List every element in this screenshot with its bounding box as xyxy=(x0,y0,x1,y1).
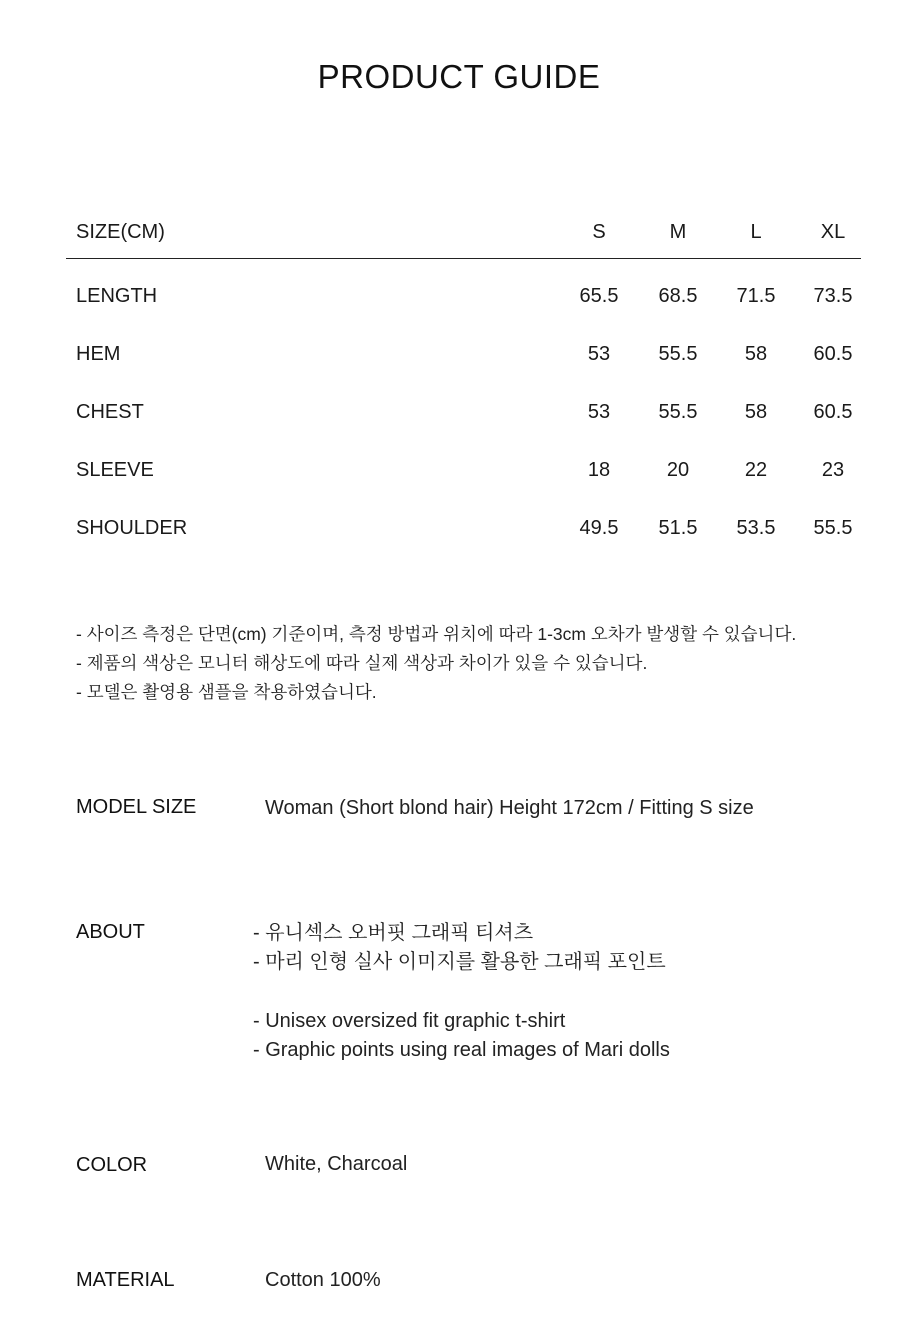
model-size-value: Woman (Short blond hair) Height 172cm / Fitting S size xyxy=(265,797,754,819)
table-cell: 55.5 xyxy=(813,517,853,539)
table-row-sleeve xyxy=(66,450,861,508)
model-size-label: MODEL SIZE xyxy=(76,796,197,818)
table-cell: 55.5 xyxy=(658,343,698,365)
row-label: SLEEVE xyxy=(76,459,154,481)
table-cell: 73.5 xyxy=(813,285,853,307)
row-label: LENGTH xyxy=(76,285,158,307)
about-description xyxy=(253,919,670,1065)
size-notes xyxy=(76,620,796,707)
table-cell: 53 xyxy=(587,401,611,423)
about-label: ABOUT xyxy=(76,921,145,943)
size-table-header xyxy=(66,212,861,259)
about-line: - Graphic points using real images of Mari dolls xyxy=(253,1039,670,1061)
table-cell: 65.5 xyxy=(579,285,619,307)
color-label: COLOR xyxy=(76,1154,148,1176)
table-row-length xyxy=(66,276,861,334)
about-line: - Unisex oversized fit graphic t-shirt xyxy=(253,1010,566,1032)
note-line: - 모델은 촬영용 샘플을 착용하였습니다. xyxy=(76,682,377,702)
table-row-chest xyxy=(66,392,861,450)
table-cell: 71.5 xyxy=(736,285,776,307)
table-cell: 68.5 xyxy=(658,285,698,307)
size-header-m: M xyxy=(669,221,687,243)
table-cell: 53 xyxy=(587,343,611,365)
table-cell: 20 xyxy=(666,459,690,481)
table-cell: 58 xyxy=(744,401,768,423)
size-header-l: L xyxy=(750,221,762,243)
table-cell: 23 xyxy=(821,459,845,481)
table-cell: 53.5 xyxy=(736,517,776,539)
about-line: - 마리 인형 실사 이미지를 활용한 그래픽 포인트 xyxy=(253,951,666,973)
table-cell: 22 xyxy=(744,459,768,481)
size-table xyxy=(66,212,861,566)
size-header-s: S xyxy=(592,221,606,243)
row-label: CHEST xyxy=(76,401,144,423)
page-title: PRODUCT GUIDE xyxy=(317,58,601,95)
about-line: - 유니섹스 오버핏 그래픽 티셔츠 xyxy=(253,922,534,944)
table-cell: 51.5 xyxy=(658,517,698,539)
table-cell: 58 xyxy=(744,343,768,365)
table-cell: 60.5 xyxy=(813,401,853,423)
size-header-label: SIZE(CM) xyxy=(76,221,165,243)
table-cell: 18 xyxy=(587,459,611,481)
table-cell: 55.5 xyxy=(658,401,698,423)
material-label: MATERIAL xyxy=(76,1269,175,1291)
color-value: White, Charcoal xyxy=(265,1153,408,1175)
row-label: HEM xyxy=(76,343,121,365)
table-cell: 49.5 xyxy=(579,517,619,539)
note-line: - 제품의 색상은 모니터 해상도에 따라 실제 색상과 차이가 있을 수 있습니다. xyxy=(76,653,648,673)
table-cell: 60.5 xyxy=(813,343,853,365)
table-row-hem xyxy=(66,334,861,392)
size-table-body xyxy=(66,259,861,566)
material-value: Cotton 100% xyxy=(265,1269,381,1291)
note-line: - 사이즈 측정은 단면(cm) 기준이며, 측정 방법과 위치에 따라 1-3cm 오차가 발생할 수 있습니다. xyxy=(76,624,797,644)
table-row-shoulder xyxy=(66,508,861,566)
size-header-xl: XL xyxy=(820,221,846,243)
row-label: SHOULDER xyxy=(76,517,188,539)
